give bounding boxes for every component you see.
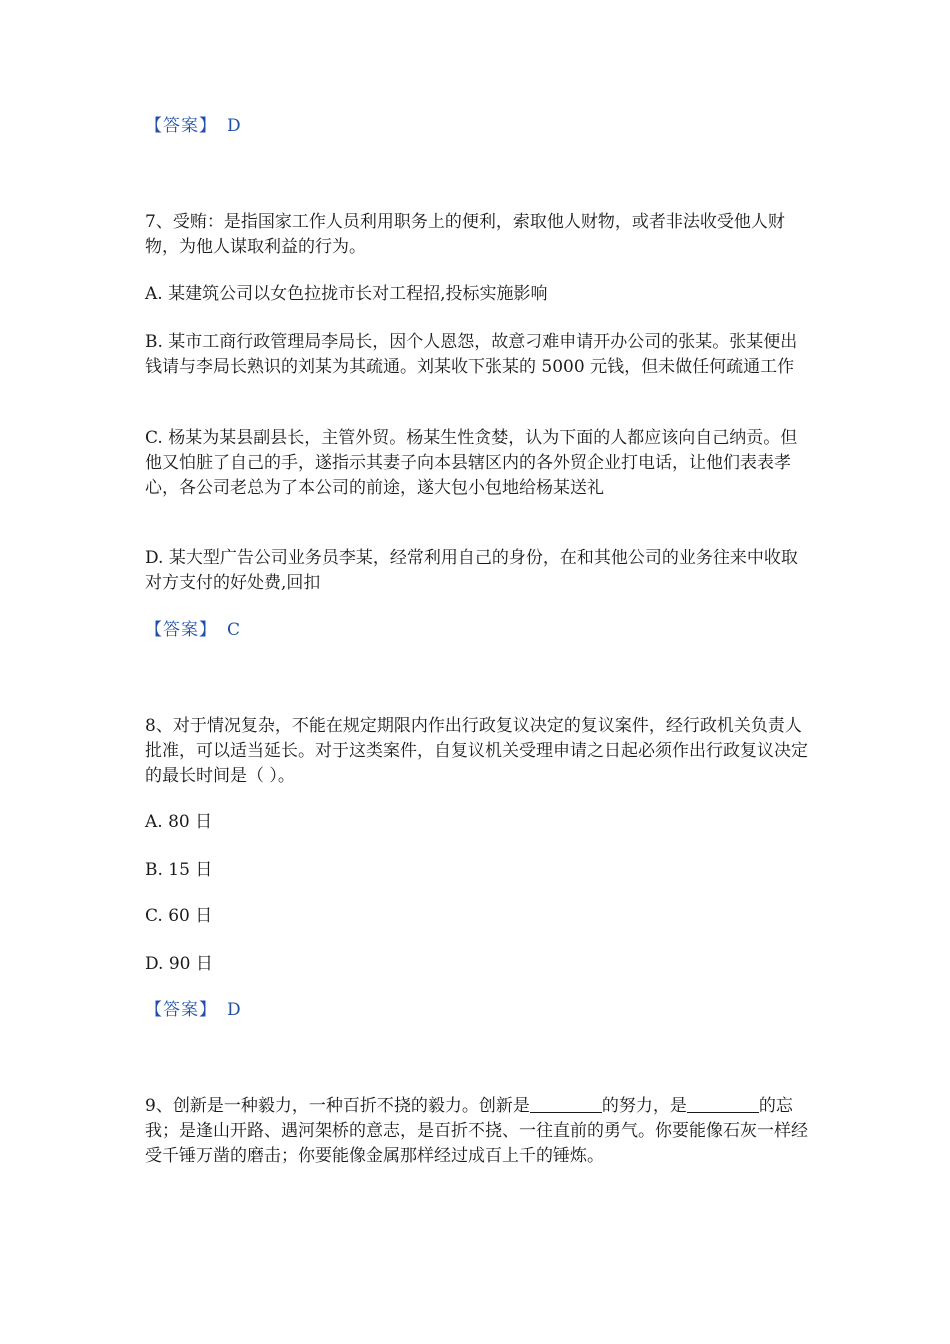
answer-value: D	[227, 116, 241, 136]
answer-value: D	[227, 1000, 241, 1020]
fill-blank-1	[530, 1094, 602, 1113]
question-8-option-d: D. 90 日	[145, 954, 213, 974]
question-7-stem: 7、受贿：是指国家工作人员利用职务上的便利，索取他人财物，或者非法收受他人财物，为他人谋取利益的行为。	[145, 212, 785, 257]
question-7-option-b: B. 某市工商行政管理局李局长，因个人恩怨，故意刁难申请开办公司的张某。张某便出钱请与李局长熟识的刘某为其疏通。刘某收下张某的 5000 元钱，但未做任何疏通工作	[145, 332, 798, 377]
question-7-option-a: A. 某建筑公司以女色拉拢市长对工程招,投标实施影响	[145, 284, 548, 304]
answer-label: 【答案】	[145, 1000, 217, 1020]
question-8-option-c: C. 60 日	[145, 906, 213, 926]
answer-question-7	[145, 618, 240, 643]
answer-question-8	[145, 998, 241, 1023]
question-8-option-b: B. 15 日	[145, 860, 213, 880]
fill-blank-2	[687, 1094, 759, 1113]
question-8-stem: 8、对于情况复杂，不能在规定期限内作出行政复议决定的复议案件，经行政机关负责人批准，可以适当延长。对于这类案件，自复议机关受理申请之日起必须作出行政复议决定的最长时间是（ ）。	[145, 716, 808, 786]
answer-label: 【答案】	[145, 620, 217, 640]
question-7-option-d: D. 某大型广告公司业务员李某，经常利用自己的身份，在和其他公司的业务往来中收取对方支付的好处费,回扣	[145, 548, 798, 593]
question-7-option-c: C. 杨某为某县副县长，主管外贸。杨某生性贪婪，认为下面的人都应该向自己纳贡。但他又怕脏了自己的手，遂指示其妻子向本县辖区内的各外贸企业打电话，让他们表表孝心，各公司老总为了本公司的前途，遂大包小包地给杨某送礼	[145, 428, 798, 498]
question-9-stem-part-2: 的努力，是	[601, 1096, 687, 1116]
question-9-stem	[145, 1094, 810, 1169]
answer-label: 【答案】	[145, 116, 217, 136]
question-9-stem-part-1: 9、创新是一种毅力，一种百折不挠的毅力。创新是	[145, 1096, 530, 1116]
answer-value: C	[227, 620, 241, 640]
question-9-stem-part-3: 的忘我；是逢山开路、遇河架桥的意志，是百折不挠、一往直前的勇气。你要能像石灰一样经受千锤万凿的磨击；你要能像金属那样经过成百上千的锤炼。	[145, 1096, 808, 1166]
answer-prev	[145, 114, 241, 139]
question-8-option-a: A. 80 日	[145, 812, 213, 832]
